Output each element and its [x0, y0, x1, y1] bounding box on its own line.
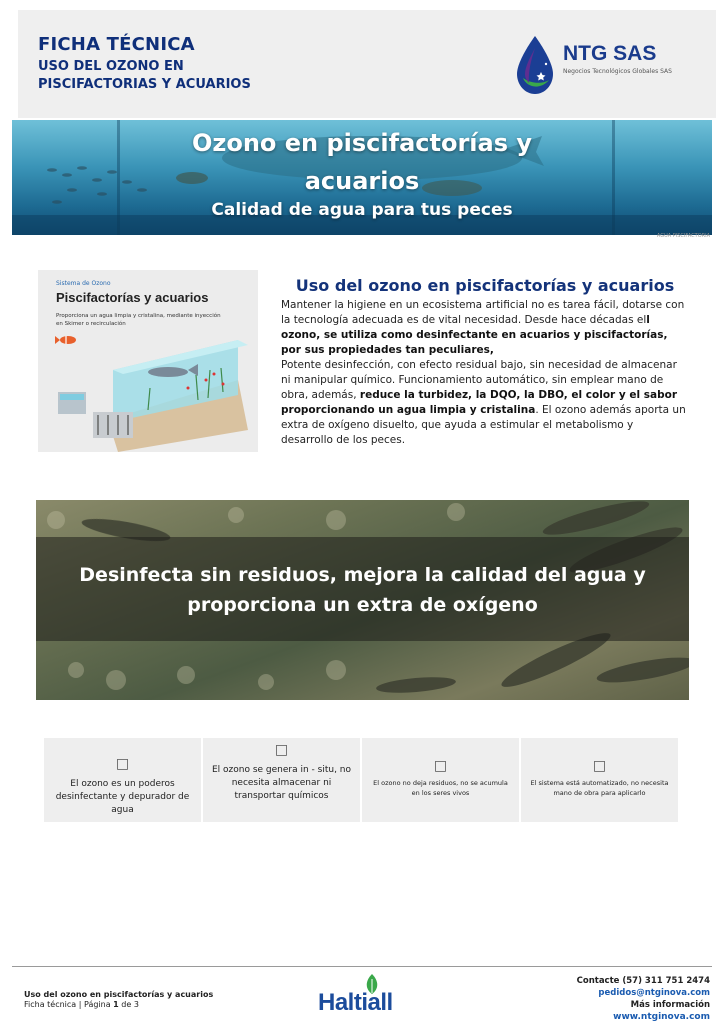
- more-info-label: Más información: [630, 1000, 710, 1010]
- paragraph-2-part-c: . El ozono además aporta un extra de oxígeno disuelto, que ayuda a estimular el metabolismo y desarrollo de los peces.: [281, 404, 686, 446]
- ntg-logo: [513, 32, 673, 102]
- feature-card-3-text: El ozono no deja residuos, no se acumula en los seres vivos: [373, 779, 508, 797]
- paragraph-1-part-b: l ozono, se utiliza como desinfectante en acuarios y piscifactorías, por sus propiedades tan peculiares,: [281, 314, 668, 356]
- feature-card-4-text: El sistema está automatizado, no necesita mano de obra para aplicarlo: [530, 779, 669, 797]
- haltiall-logo: [318, 975, 428, 1023]
- section-title: Uso del ozono en piscifactorías y acuarios: [295, 276, 675, 295]
- doc-subtitle: [38, 58, 298, 94]
- banner-subtitle: Calidad de agua para tus peces: [211, 200, 513, 220]
- page-current: 1: [113, 1000, 119, 1009]
- paragraph-1-part-a: Mantener la higiene en un ecosistema artificial no es tarea fácil, dotarse con la tecnología adecuada es de vital necesidad. Desde hace décadas el: [281, 299, 685, 326]
- feature-card-1: [44, 738, 201, 822]
- feature-card-1-text: El ozono es un poderos desinfectante y depurador de agua: [55, 779, 190, 815]
- ozone-system-illustration: [38, 270, 258, 452]
- logo-tagline: Negocios Tecnológicos Globales SAS: [563, 68, 672, 75]
- footer-page-number: [24, 1000, 139, 1009]
- paragraph-1: [281, 298, 686, 358]
- doc-subtitle-line2: PISCIFACTORIAS Y ACUARIOS: [38, 77, 251, 92]
- section-body: [281, 298, 686, 448]
- paragraph-2-part-a: Potente desinfección, con efecto residual bajo, sin necesidad de almacenar ni manipular químico. Funcionamiento automático, sin emplear mano de obra, además,: [281, 359, 677, 401]
- document-header: [18, 10, 716, 118]
- banner-title-line2: acuarios: [304, 167, 420, 195]
- fish-banner: [36, 500, 689, 700]
- water-drop-icon: [513, 34, 557, 96]
- fish-banner-line2: proporciona un extra de oxígeno: [187, 594, 538, 616]
- illustration-title: Piscifactorías y acuarios: [56, 290, 209, 305]
- footer-contact: [577, 975, 710, 1023]
- paragraph-2: [281, 358, 686, 448]
- footer-divider: [12, 966, 712, 967]
- illustration-label: Sistema de Ozono: [56, 280, 111, 287]
- feature-card-3: [362, 738, 519, 822]
- page-prefix: Ficha técnica | Página: [24, 1000, 114, 1009]
- logo-name: NTG SAS: [563, 42, 657, 65]
- footer-doc-title: Uso del ozono en piscifactorías y acuarios: [24, 990, 214, 999]
- fish-banner-line1: Desinfecta sin residuos, mejora la calidad del agua y: [79, 564, 646, 586]
- website-link[interactable]: www.ntginova.com: [613, 1012, 710, 1022]
- page-total: de 3: [118, 1000, 139, 1009]
- feature-card-4: [521, 738, 678, 822]
- placeholder-icon: □: [433, 758, 448, 774]
- doc-subtitle-line1: USO DEL OZONO EN: [38, 59, 184, 74]
- contact-email-link[interactable]: pedidos@ntginova.com: [598, 988, 710, 998]
- contact-phone: Contacte (57) 311 751 2474: [576, 976, 710, 986]
- banner-caption: AGUA PISCIFACTORIA: [656, 233, 710, 239]
- banner-title: [12, 124, 712, 200]
- banner-title-line1: Ozono en piscifactorías y: [191, 129, 533, 157]
- feature-card-2: [203, 738, 360, 822]
- haltiall-wordmark: Haltiall: [318, 989, 393, 1016]
- doc-type-title: FICHA TÉCNICA: [38, 34, 195, 55]
- paragraph-2-part-b: reduce la turbidez, la DQO, la DBO, el color y el sabor proporcionando un agua limpia y cristalina: [281, 389, 678, 416]
- illustration-description: Proporciona un agua limpia y cristalina, mediante inyección en Skimer o recirculación: [56, 313, 221, 327]
- placeholder-icon: □: [274, 742, 289, 758]
- fish-banner-text: [36, 560, 689, 620]
- placeholder-icon: □: [592, 758, 607, 774]
- feature-card-2-text: El ozono se genera in - situ, no necesita almacenar ni transportar químicos: [211, 765, 352, 801]
- aquarium-banner: [12, 120, 712, 235]
- aquarium-diagram: [38, 270, 258, 452]
- placeholder-icon: □: [115, 756, 130, 772]
